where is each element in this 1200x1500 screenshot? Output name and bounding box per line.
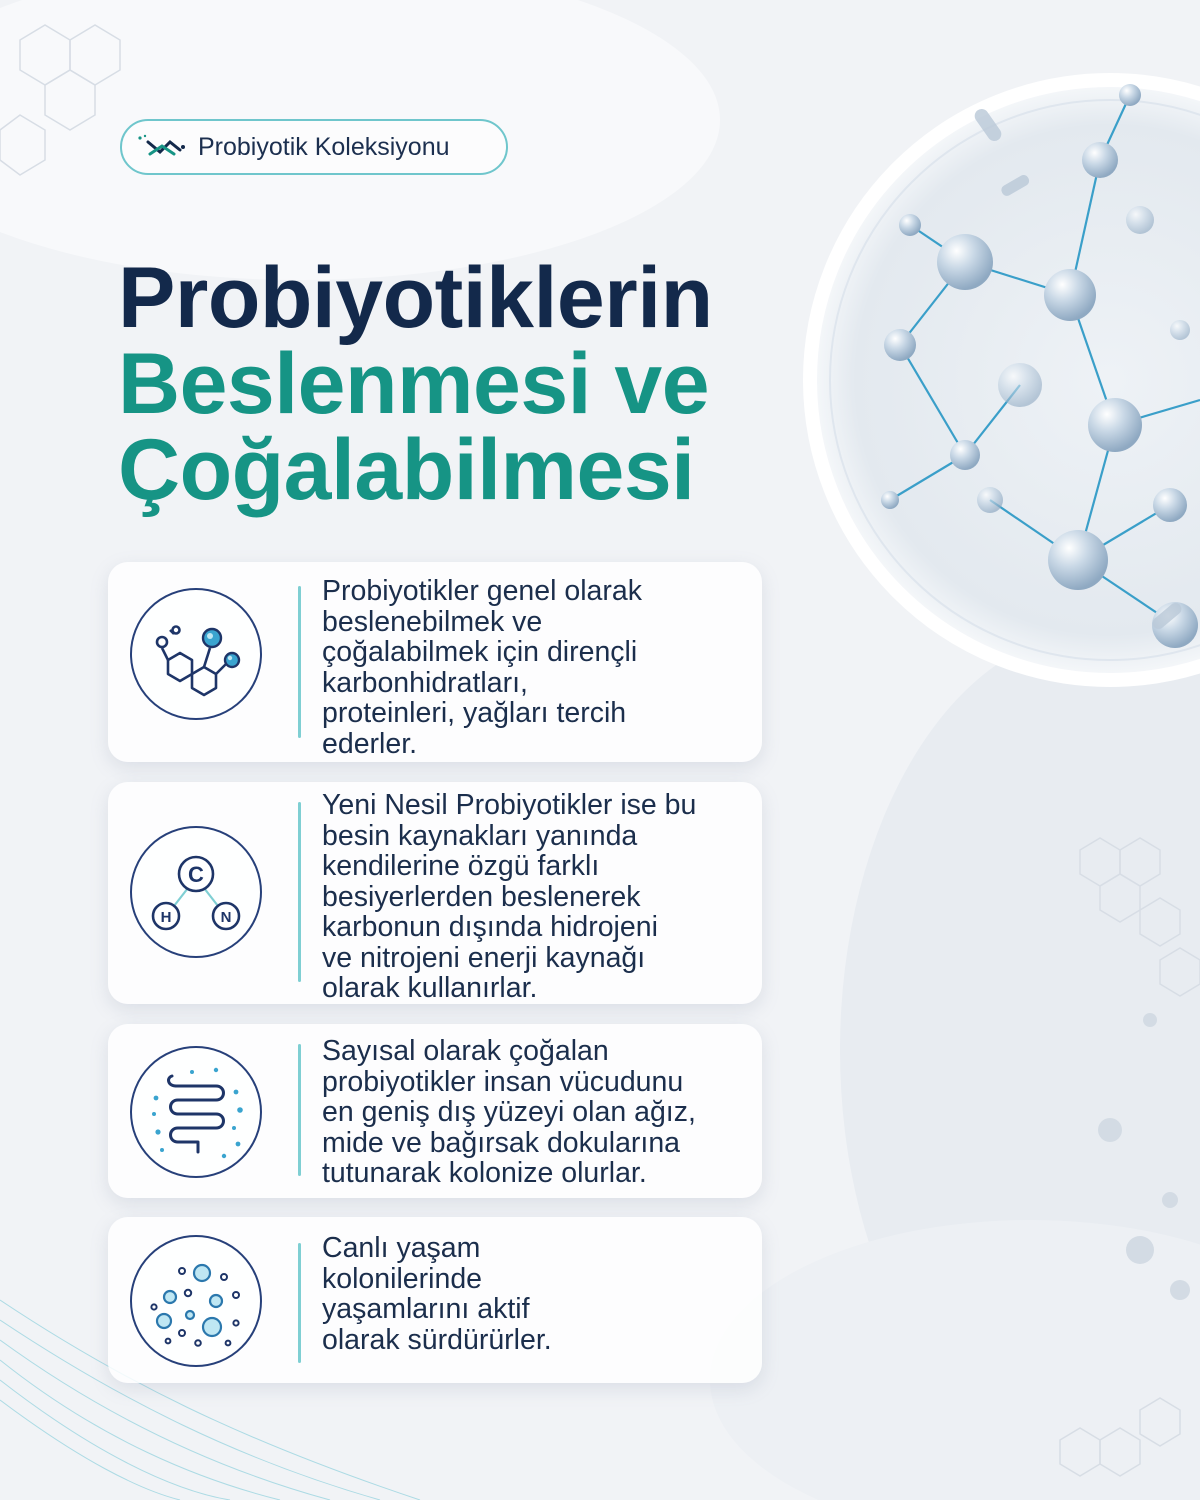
card-text: Yeni Nesil Probiyotikler ise bu besin kaynakları yanında kendilerine özgü farklı besiyerlerden beslenerek karbonun dışında hidrojeni ve nitrojeni enerji kaynağı olarak kullanırlar. <box>322 789 697 1004</box>
info-card-next-gen <box>108 782 762 1004</box>
molecule-hexagon-icon <box>132 590 260 718</box>
card-text: Probiyotikler genel olarak beslenebilmek ve çoğalabilmek için dirençli karbonhidratları, proteinleri, yağları tercih ederler. <box>322 575 642 760</box>
intestine-icon <box>132 1048 260 1176</box>
probiotic-logo-icon <box>136 132 190 162</box>
title-line-3: Çoğalabilmesi <box>118 422 695 518</box>
atom-c-label: C <box>188 862 204 887</box>
icon-frame <box>130 1046 262 1178</box>
chn-atoms-icon <box>132 828 260 956</box>
atom-n-label: N <box>220 909 232 926</box>
brand-badge <box>120 119 508 175</box>
title-line-2: Beslenmesi ve <box>118 336 710 432</box>
atom-h-label: H <box>160 909 172 926</box>
card-divider <box>298 1243 301 1363</box>
card-divider <box>298 586 301 738</box>
icon-frame <box>130 826 262 958</box>
card-text: Sayısal olarak çoğalan probiyotikler insan vücudunu en geniş dış yüzeyi olan ağız, mide ve bağırsak dokularına tutunarak kolonize olurlar. <box>322 1035 696 1189</box>
page-title <box>118 250 818 518</box>
info-card-colonization <box>108 1024 762 1198</box>
info-card-colonies <box>108 1217 762 1383</box>
info-card-nutrition <box>108 562 762 762</box>
card-divider <box>298 1044 301 1176</box>
icon-frame <box>130 1235 262 1367</box>
card-divider <box>298 802 301 982</box>
card-text: Canlı yaşam kolonilerinde yaşamlarını aktif olarak sürdürürler. <box>322 1232 552 1356</box>
title-line-1: Probiyotiklerin <box>118 250 713 346</box>
icon-frame <box>130 588 262 720</box>
bacteria-colony-icon <box>132 1237 260 1365</box>
brand-label: Probiyotik Koleksiyonu <box>198 132 450 161</box>
